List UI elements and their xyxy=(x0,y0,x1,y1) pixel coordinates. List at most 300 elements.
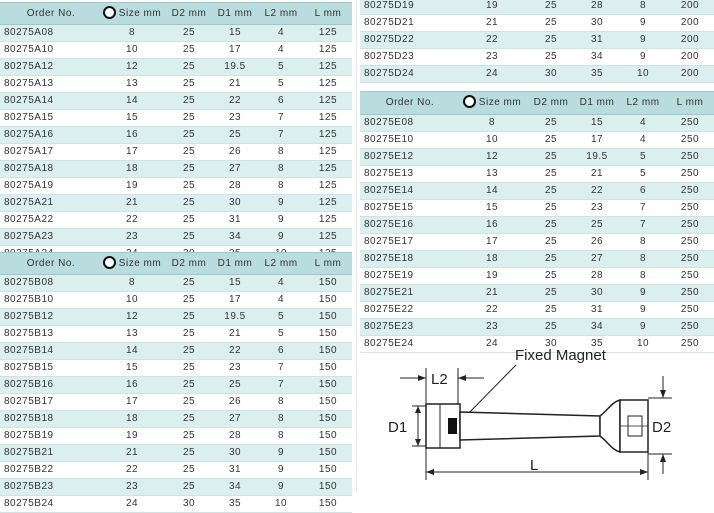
cell-d2: 25 xyxy=(166,411,212,428)
cell-d2: 25 xyxy=(166,144,212,161)
cell-l2: 5 xyxy=(258,326,304,343)
cell-order: 80275E24 xyxy=(360,336,456,353)
cell-size: 22 xyxy=(456,302,528,319)
cell-l2: 8 xyxy=(258,428,304,445)
cell-order: 80275A14 xyxy=(0,93,98,110)
cell-l2: 9 xyxy=(258,212,304,229)
cell-d2: 25 xyxy=(166,309,212,326)
cell-d1: 22 xyxy=(212,93,258,110)
size-circle-icon xyxy=(103,256,116,269)
label-l: L xyxy=(530,457,539,474)
cell-size: 16 xyxy=(456,217,528,234)
header-size-label: Size mm xyxy=(118,258,162,269)
cell-d2: 25 xyxy=(528,49,574,66)
d2-arrow-top xyxy=(660,390,666,398)
cell-order: 80275D22 xyxy=(360,32,456,49)
cell-order: 80275B24 xyxy=(0,496,98,513)
socket-diagram xyxy=(380,340,710,490)
cell-order: 80275A10 xyxy=(0,42,98,59)
cell-l2: 6 xyxy=(258,93,304,110)
table-row xyxy=(360,0,714,15)
cell-l: 200 xyxy=(666,15,714,32)
cell-d1: 22 xyxy=(212,343,258,360)
cell-d2: 25 xyxy=(166,292,212,309)
header-l: L mm xyxy=(666,92,714,115)
cell-size: 16 xyxy=(98,127,166,144)
table-row xyxy=(0,377,352,394)
header-d1: D1 mm xyxy=(212,253,258,275)
cell-order: 80275B14 xyxy=(0,343,98,360)
table-row xyxy=(0,479,352,496)
table-row xyxy=(0,445,352,462)
table-row xyxy=(0,292,352,309)
cell-l: 250 xyxy=(666,234,714,251)
d1-arrow-bottom xyxy=(415,439,421,446)
table-row xyxy=(0,462,352,479)
cell-d1: 34 xyxy=(574,319,620,336)
cell-l: 250 xyxy=(666,217,714,234)
cell-l2: 9 xyxy=(620,49,666,66)
cell-l2: 8 xyxy=(258,178,304,195)
cell-size: 22 xyxy=(98,462,166,479)
cell-d2: 25 xyxy=(166,394,212,411)
cell-l2: 4 xyxy=(258,42,304,59)
cell-order: 80275B23 xyxy=(0,479,98,496)
cell-size: 12 xyxy=(98,59,166,76)
cell-d1: 30 xyxy=(574,15,620,32)
cell-d1: 34 xyxy=(212,229,258,246)
cell-order: 80275E18 xyxy=(360,251,456,268)
cell-order: 80275E15 xyxy=(360,200,456,217)
cell-l2: 8 xyxy=(258,161,304,178)
cell-l: 250 xyxy=(666,166,714,183)
cell-order: 80275B18 xyxy=(0,411,98,428)
table-row xyxy=(0,411,352,428)
cell-d1: 17 xyxy=(574,132,620,149)
cell-l: 150 xyxy=(304,360,352,377)
cell-d2: 25 xyxy=(528,149,574,166)
cell-size: 23 xyxy=(456,49,528,66)
cell-d1: 21 xyxy=(574,166,620,183)
header-l2: L2 mm xyxy=(258,253,304,275)
cell-l2: 8 xyxy=(258,144,304,161)
cell-d2: 25 xyxy=(528,251,574,268)
cell-size: 8 xyxy=(98,25,166,42)
cell-d2: 25 xyxy=(528,200,574,217)
cell-d1: 26 xyxy=(212,394,258,411)
header-d2: D2 mm xyxy=(166,3,212,25)
table-row xyxy=(0,343,352,360)
header-l2: L2 mm xyxy=(620,92,666,115)
cell-l2: 4 xyxy=(258,275,304,292)
cell-l2: 8 xyxy=(620,234,666,251)
cell-d1: 34 xyxy=(574,49,620,66)
cell-d2: 25 xyxy=(166,127,212,144)
cell-order: 80275E13 xyxy=(360,166,456,183)
cell-d1: 19.5 xyxy=(574,149,620,166)
cell-order: 80275E21 xyxy=(360,285,456,302)
cell-l2: 7 xyxy=(258,127,304,144)
cell-d2: 25 xyxy=(166,462,212,479)
size-circle-icon xyxy=(463,95,476,108)
table-row xyxy=(0,496,352,513)
header-size xyxy=(456,92,528,115)
header-order: Order No. xyxy=(0,253,98,275)
cell-l: 125 xyxy=(304,161,352,178)
cell-d2: 25 xyxy=(528,302,574,319)
cell-d2: 25 xyxy=(528,115,574,132)
cell-size: 17 xyxy=(456,234,528,251)
cell-d2: 25 xyxy=(528,285,574,302)
table-row xyxy=(0,394,352,411)
cell-l2: 4 xyxy=(620,132,666,149)
cell-l2: 4 xyxy=(620,115,666,132)
cell-l: 250 xyxy=(666,200,714,217)
cell-d1: 35 xyxy=(574,336,620,353)
cell-l: 150 xyxy=(304,462,352,479)
cell-l: 125 xyxy=(304,93,352,110)
cell-order: 80275E12 xyxy=(360,149,456,166)
cell-d2: 30 xyxy=(528,66,574,83)
cell-order: 80275A08 xyxy=(0,25,98,42)
cell-d2: 25 xyxy=(166,25,212,42)
cell-d1: 27 xyxy=(574,251,620,268)
header-size xyxy=(98,253,166,275)
cell-size: 13 xyxy=(98,76,166,93)
cell-size: 19 xyxy=(456,268,528,285)
header-d2: D2 mm xyxy=(528,92,574,115)
cell-d2: 25 xyxy=(166,479,212,496)
cell-d2: 25 xyxy=(528,15,574,32)
cell-d2: 25 xyxy=(166,377,212,394)
header-order: Order No. xyxy=(360,92,456,115)
cell-size: 10 xyxy=(98,292,166,309)
spec-table-e xyxy=(360,91,714,353)
cell-d2: 25 xyxy=(528,268,574,285)
label-d2: D2 xyxy=(652,419,672,436)
cell-order: 80275A21 xyxy=(0,195,98,212)
cell-order: 80275E22 xyxy=(360,302,456,319)
cell-d1: 23 xyxy=(212,360,258,377)
label-l2: L2 xyxy=(431,371,448,388)
cell-l: 125 xyxy=(304,127,352,144)
header-d1: D1 mm xyxy=(574,92,620,115)
cell-l: 250 xyxy=(666,149,714,166)
header-l2: L2 mm xyxy=(258,3,304,25)
table-row xyxy=(360,183,714,200)
cell-d2: 25 xyxy=(528,132,574,149)
table-row xyxy=(0,161,352,178)
cell-l2: 8 xyxy=(258,411,304,428)
socket-flare xyxy=(600,400,620,452)
cell-l: 150 xyxy=(304,479,352,496)
table-row xyxy=(360,66,714,83)
cell-order: 80275A17 xyxy=(0,144,98,161)
cell-d2: 25 xyxy=(166,59,212,76)
cell-size: 15 xyxy=(98,360,166,377)
cell-d1: 35 xyxy=(574,66,620,83)
cell-l2: 9 xyxy=(258,479,304,496)
cell-d1: 17 xyxy=(212,292,258,309)
cell-d2: 25 xyxy=(528,183,574,200)
cell-size: 14 xyxy=(98,343,166,360)
cell-l: 200 xyxy=(666,0,714,15)
cell-l2: 8 xyxy=(620,251,666,268)
cell-l2: 10 xyxy=(258,246,304,263)
cell-order: 80275B15 xyxy=(0,360,98,377)
cell-l: 150 xyxy=(304,309,352,326)
cell-d2: 25 xyxy=(166,42,212,59)
cell-d1: 27 xyxy=(212,161,258,178)
cell-d1: 22 xyxy=(574,183,620,200)
cell-d1: 27 xyxy=(212,411,258,428)
cell-l: 150 xyxy=(304,292,352,309)
spec-table-d xyxy=(360,0,714,83)
cell-d1: 25 xyxy=(212,127,258,144)
cell-d2: 25 xyxy=(166,110,212,127)
header-d1: D1 mm xyxy=(212,3,258,25)
table-row xyxy=(0,93,352,110)
cell-l: 150 xyxy=(304,377,352,394)
cell-l2: 5 xyxy=(258,76,304,93)
d1-arrow-top xyxy=(415,406,421,413)
cell-d2: 25 xyxy=(166,76,212,93)
cell-d2: 25 xyxy=(166,178,212,195)
cell-l: 125 xyxy=(304,178,352,195)
cell-size: 21 xyxy=(456,15,528,32)
d2-arrow-bottom xyxy=(660,454,666,462)
cell-l2: 9 xyxy=(620,302,666,319)
cell-d2: 25 xyxy=(528,166,574,183)
cell-d1: 15 xyxy=(212,25,258,42)
table-row xyxy=(0,110,352,127)
cell-size: 15 xyxy=(98,110,166,127)
cell-size: 19 xyxy=(456,0,528,15)
cell-l: 250 xyxy=(666,285,714,302)
cell-order: 80275E23 xyxy=(360,319,456,336)
table-row xyxy=(360,319,714,336)
cell-l2: 7 xyxy=(258,110,304,127)
cell-l: 250 xyxy=(666,183,714,200)
cell-l: 250 xyxy=(666,251,714,268)
cell-l: 250 xyxy=(666,302,714,319)
cell-d1: 21 xyxy=(212,326,258,343)
cell-l2: 8 xyxy=(258,394,304,411)
header-size xyxy=(98,3,166,25)
cell-order: 80275B16 xyxy=(0,377,98,394)
cell-order: 80275B12 xyxy=(0,309,98,326)
table-row xyxy=(0,229,352,246)
cell-l: 125 xyxy=(304,229,352,246)
cell-d2: 25 xyxy=(528,217,574,234)
cell-size: 24 xyxy=(98,246,166,263)
cell-d1: 30 xyxy=(574,285,620,302)
cell-order: 80275A15 xyxy=(0,110,98,127)
cell-l2: 8 xyxy=(620,0,666,15)
cell-d1: 28 xyxy=(212,428,258,445)
cell-l2: 7 xyxy=(258,377,304,394)
cell-d2: 25 xyxy=(166,343,212,360)
table-row xyxy=(360,285,714,302)
cell-size: 8 xyxy=(456,115,528,132)
l2-arrow-right xyxy=(458,375,466,381)
cell-size: 24 xyxy=(98,496,166,513)
cell-size: 10 xyxy=(456,132,528,149)
cell-d1: 28 xyxy=(574,0,620,15)
cell-l2: 7 xyxy=(258,360,304,377)
cell-size: 23 xyxy=(456,319,528,336)
cell-size: 23 xyxy=(98,229,166,246)
cell-d2: 25 xyxy=(166,195,212,212)
cell-order: 80275A19 xyxy=(0,178,98,195)
cell-order: 80275A16 xyxy=(0,127,98,144)
cell-l2: 9 xyxy=(620,32,666,49)
table-row xyxy=(360,234,714,251)
cell-l: 250 xyxy=(666,115,714,132)
cell-size: 19 xyxy=(98,178,166,195)
cell-d1: 26 xyxy=(212,144,258,161)
cell-size: 18 xyxy=(98,161,166,178)
size-circle-icon xyxy=(103,6,116,19)
cell-d1: 35 xyxy=(212,496,258,513)
cell-l2: 6 xyxy=(620,183,666,200)
cell-size: 23 xyxy=(98,479,166,496)
cell-order: 80275B19 xyxy=(0,428,98,445)
table-row xyxy=(0,309,352,326)
cell-size: 24 xyxy=(456,66,528,83)
cell-size: 19 xyxy=(98,428,166,445)
table-row xyxy=(360,251,714,268)
cell-size: 22 xyxy=(98,212,166,229)
l-arrow-right xyxy=(640,469,648,475)
cell-size: 12 xyxy=(98,309,166,326)
l-arrow-left xyxy=(426,469,434,475)
cell-d2: 25 xyxy=(528,32,574,49)
cell-l2: 5 xyxy=(258,309,304,326)
cell-l: 125 xyxy=(304,25,352,42)
cell-d2: 25 xyxy=(166,428,212,445)
cell-d1: 25 xyxy=(212,377,258,394)
cell-order: 80275B13 xyxy=(0,326,98,343)
cell-l: 150 xyxy=(304,428,352,445)
cell-order: 80275E17 xyxy=(360,234,456,251)
cell-size: 12 xyxy=(456,149,528,166)
table-row xyxy=(0,360,352,377)
cell-d2: 25 xyxy=(528,319,574,336)
cell-size: 24 xyxy=(456,336,528,353)
cell-d1: 15 xyxy=(212,275,258,292)
column-separator xyxy=(356,0,357,492)
cell-l: 150 xyxy=(304,394,352,411)
cell-order: 80275E19 xyxy=(360,268,456,285)
table-row xyxy=(360,302,714,319)
cell-d1: 15 xyxy=(574,115,620,132)
cell-l2: 9 xyxy=(620,285,666,302)
cell-l: 125 xyxy=(304,76,352,93)
cell-l: 125 xyxy=(304,144,352,161)
cell-d1: 19.5 xyxy=(212,59,258,76)
table-row xyxy=(0,59,352,76)
cell-l: 250 xyxy=(666,319,714,336)
spec-table-b xyxy=(0,252,352,513)
table-row xyxy=(360,166,714,183)
cell-l: 200 xyxy=(666,49,714,66)
cell-l: 125 xyxy=(304,110,352,127)
table-row xyxy=(0,275,352,292)
cell-order: 80275D23 xyxy=(360,49,456,66)
cell-order: 80275D24 xyxy=(360,66,456,83)
cell-d2: 25 xyxy=(528,0,574,15)
cell-d2: 25 xyxy=(166,212,212,229)
socket-shank xyxy=(460,412,600,440)
cell-order: 80275B10 xyxy=(0,292,98,309)
cell-d1: 19.5 xyxy=(212,309,258,326)
table-row xyxy=(360,149,714,166)
cell-l2: 7 xyxy=(620,200,666,217)
table-header-row xyxy=(360,92,714,115)
table-row xyxy=(0,144,352,161)
header-size-label: Size mm xyxy=(478,97,522,108)
header-l: L mm xyxy=(304,253,352,275)
cell-l2: 5 xyxy=(620,149,666,166)
cell-l2: 4 xyxy=(258,25,304,42)
cell-order: 80275B22 xyxy=(0,462,98,479)
header-d2: D2 mm xyxy=(166,253,212,275)
cell-l: 200 xyxy=(666,66,714,83)
cell-d2: 25 xyxy=(166,275,212,292)
cell-d1: 23 xyxy=(574,200,620,217)
cell-l2: 6 xyxy=(258,343,304,360)
cell-d1: 35 xyxy=(212,246,258,263)
cell-d1: 34 xyxy=(212,479,258,496)
cell-order: 80275E08 xyxy=(360,115,456,132)
cell-l2: 10 xyxy=(258,496,304,513)
cell-size: 17 xyxy=(98,394,166,411)
table-row xyxy=(0,76,352,93)
cell-size: 21 xyxy=(98,445,166,462)
cell-l2: 9 xyxy=(258,445,304,462)
cell-order: 80275A12 xyxy=(0,59,98,76)
cell-size: 18 xyxy=(456,251,528,268)
table-row xyxy=(360,200,714,217)
table-row xyxy=(360,49,714,66)
cell-size: 18 xyxy=(98,411,166,428)
cell-l: 150 xyxy=(304,326,352,343)
cell-l: 200 xyxy=(666,32,714,49)
cell-d2: 30 xyxy=(528,336,574,353)
cell-order: 80275A23 xyxy=(0,229,98,246)
cell-d1: 31 xyxy=(212,212,258,229)
cell-d1: 23 xyxy=(212,110,258,127)
cell-d1: 25 xyxy=(574,217,620,234)
cell-d2: 30 xyxy=(166,496,212,513)
cell-size: 8 xyxy=(98,275,166,292)
cell-d1: 26 xyxy=(574,234,620,251)
table-row xyxy=(360,115,714,132)
cell-l2: 9 xyxy=(258,229,304,246)
cell-order: 80275A18 xyxy=(0,161,98,178)
table-row xyxy=(360,132,714,149)
cell-d2: 25 xyxy=(166,161,212,178)
cell-l: 150 xyxy=(304,275,352,292)
cell-d1: 28 xyxy=(574,268,620,285)
cell-l2: 9 xyxy=(258,462,304,479)
cell-size: 16 xyxy=(98,377,166,394)
cell-l: 250 xyxy=(666,336,714,353)
table-row xyxy=(0,326,352,343)
cell-d1: 31 xyxy=(574,32,620,49)
cell-order: 80275D19 xyxy=(360,0,456,15)
